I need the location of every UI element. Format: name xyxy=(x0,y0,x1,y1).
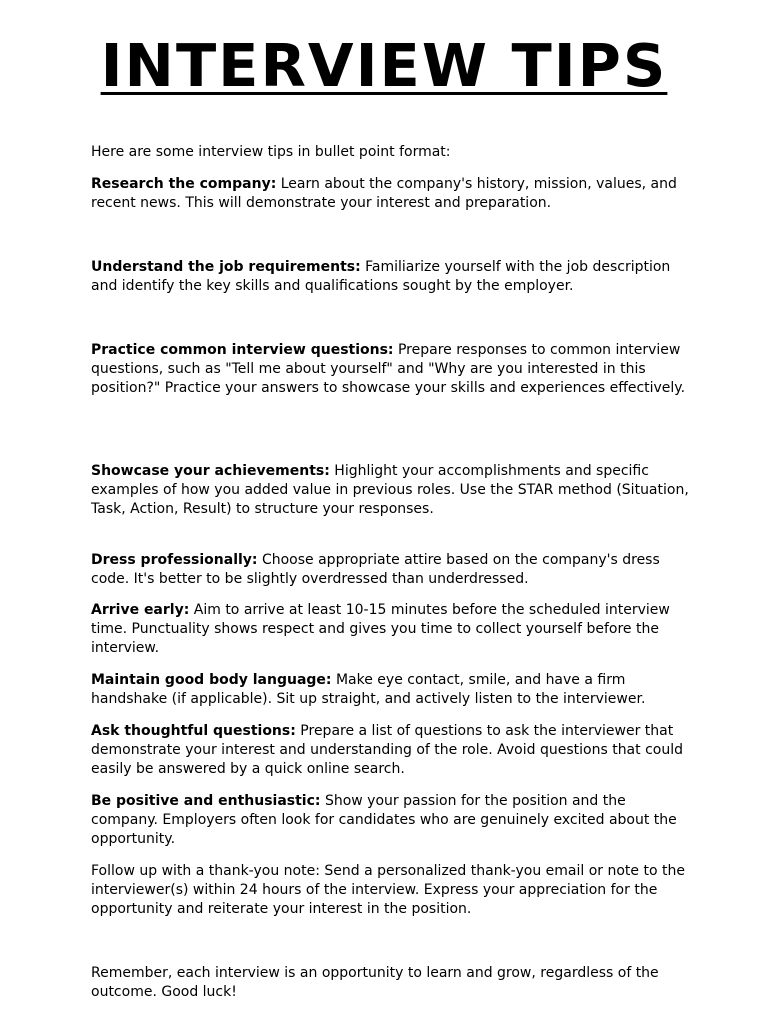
tip-text: Aim to arrive at least 10-15 minutes before the scheduled interview time. Punctuality shows respect and gives you time to collect yourself before the interview. xyxy=(91,602,670,656)
tip-text: Learn about the company's history, mission, values, and recent news. This will demonstrate your interest and preparation. xyxy=(91,176,677,211)
tip-research-company xyxy=(91,175,691,213)
tip-text: Prepare responses to common interview questions, such as "Tell me about yourself" and "Why are you interested in this position?" Practice your answers to showcase your skills and experiences effectively. xyxy=(91,342,686,396)
tip-heading: Maintain good body language: xyxy=(91,672,332,688)
page-title-text: INTERVIEW TIPS xyxy=(100,31,668,100)
tip-text: Choose appropriate attire based on the company's dress code. It's better to be slightly overdressed than underdressed. xyxy=(91,552,660,587)
tip-body-language xyxy=(91,671,691,709)
tip-heading: Research the company: xyxy=(91,176,277,192)
tip-heading: Dress professionally: xyxy=(91,552,258,568)
tip-job-requirements xyxy=(91,258,691,296)
tip-dress-professionally xyxy=(91,551,691,589)
tip-text: Show your passion for the position and the company. Employers often look for candidates who are genuinely excited about the opportunity. xyxy=(91,793,677,847)
tip-be-positive xyxy=(91,792,691,849)
tip-heading: Ask thoughtful questions: xyxy=(91,723,296,739)
follow-up-paragraph: Follow up with a thank-you note: Send a personalized thank-you email or note to the interviewer(s) within 24 hours of the interview. Express your appreciation for the opportunity and reiterate your interest in the position. xyxy=(91,863,685,917)
tip-text: Familiarize yourself with the job description and identify the key skills and qualifications sought by the employer. xyxy=(91,259,671,294)
tip-ask-questions xyxy=(91,722,691,779)
page-title xyxy=(0,28,768,104)
tip-heading: Showcase your achievements: xyxy=(91,463,330,479)
tip-heading: Understand the job requirements: xyxy=(91,259,361,275)
tip-showcase-achievements xyxy=(91,462,691,519)
tip-heading: Be positive and enthusiastic: xyxy=(91,793,321,809)
tip-arrive-early xyxy=(91,601,691,658)
tip-text: Make eye contact, smile, and have a firm handshake (if applicable). Sit up straight, and actively listen to the interviewer. xyxy=(91,672,646,707)
closing-paragraph: Remember, each interview is an opportunity to learn and grow, regardless of the outcome. Good luck! xyxy=(91,965,659,1000)
tip-heading: Arrive early: xyxy=(91,602,190,618)
intro-paragraph: Here are some interview tips in bullet point format: xyxy=(91,144,451,160)
tip-text: Highlight your accomplishments and specific examples of how you added value in previous roles. Use the STAR method (Situation, Task, Action, Result) to structure your responses. xyxy=(91,463,689,517)
tip-heading: Practice common interview questions: xyxy=(91,342,394,358)
tip-text: Prepare a list of questions to ask the interviewer that demonstrate your interest and understanding of the role. Avoid questions that could easily be answered by a quick online search. xyxy=(91,723,683,777)
tip-practice-questions xyxy=(91,341,691,398)
